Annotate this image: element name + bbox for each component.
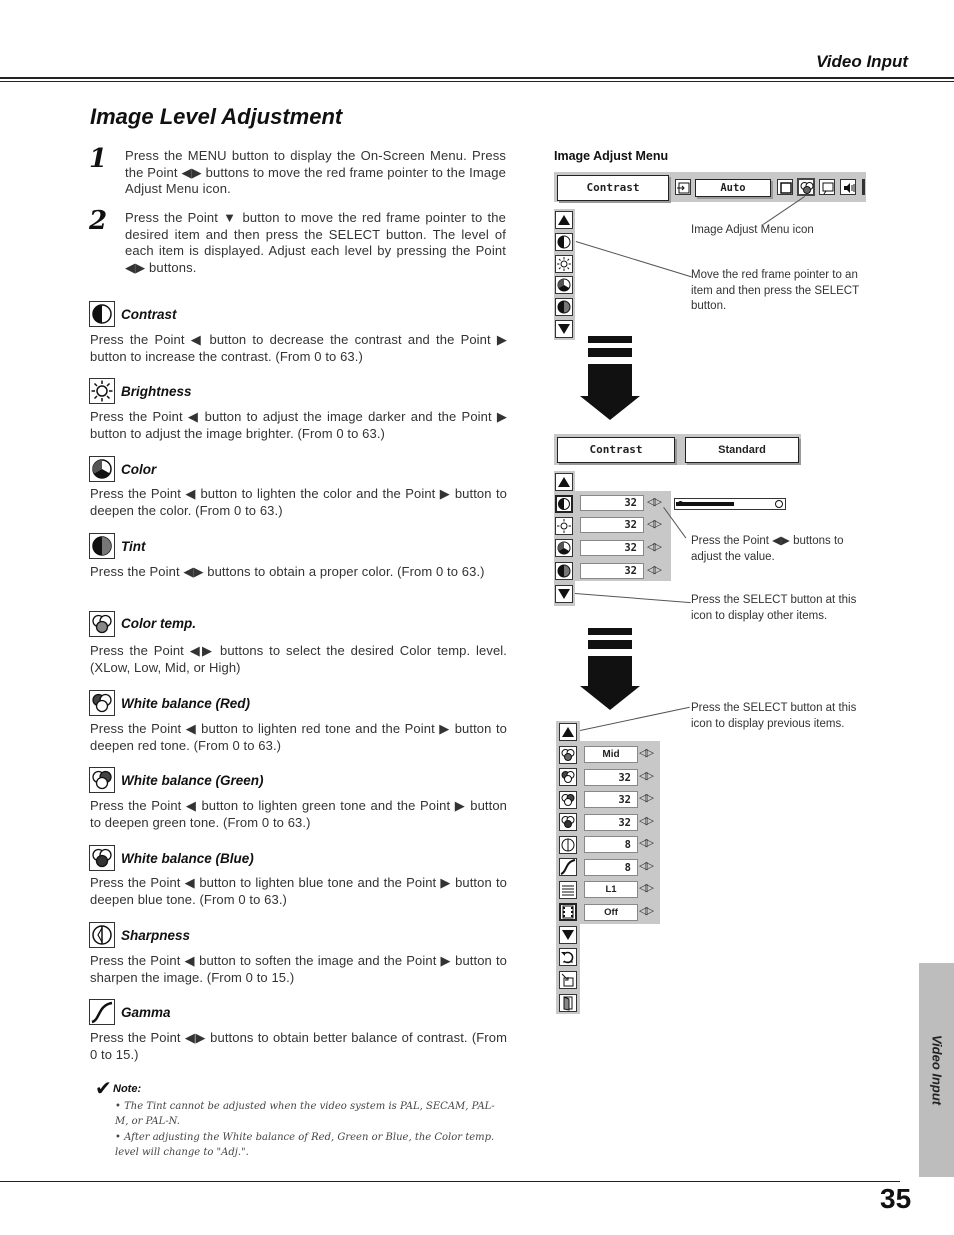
- white-balance-red-icon: [89, 690, 115, 716]
- section-title: Brightness: [121, 384, 192, 399]
- section-body: Press the Point ◀ button to lighten the color and the Point ▶ button to deepen the color. (From 0 to 63.): [90, 486, 507, 518]
- contrast-icon[interactable]: [555, 495, 573, 513]
- slider-left-knob: [678, 501, 683, 506]
- screen-icon[interactable]: [777, 179, 793, 195]
- section-title: Gamma: [121, 1005, 171, 1020]
- value-field[interactable]: 32: [584, 814, 638, 831]
- down-arrow-icon: [579, 336, 641, 426]
- leader-line: [576, 241, 692, 277]
- scroll-down-icon[interactable]: [555, 320, 573, 338]
- header-rule-thin: [0, 81, 954, 82]
- sound-icon[interactable]: [840, 179, 856, 195]
- step-2-number: 2: [89, 206, 108, 236]
- scroll-up-icon[interactable]: [559, 723, 577, 741]
- step-1-number: 1: [89, 144, 108, 174]
- menu-title: Image Adjust Menu: [554, 149, 669, 163]
- left-right-arrows-icon[interactable]: ◁▷: [647, 518, 660, 530]
- section-body: Press the Point ◀▶ buttons to select the desired Color temp. level. (XLow, Low, Mid, or High): [90, 643, 507, 675]
- step-2-text: Press the Point ▼ button to move the red frame pointer to the desired item and then press the SELECT button. The level of each item is displayed. Adjust each level by pressing the Point ◀▶ buttons.: [125, 210, 506, 275]
- value-field[interactable]: 8: [584, 836, 638, 853]
- header-rule: [0, 77, 954, 79]
- contrast-icon: [89, 301, 115, 327]
- note-heading: Note:: [113, 1083, 142, 1095]
- section-body: Press the Point ◀ button to lighten blue tone and the Point ▶ button to deepen blue tone. (From 0 to 63.): [90, 875, 507, 907]
- value-field[interactable]: Off: [584, 904, 638, 921]
- left-right-arrows-icon[interactable]: ◁▷: [647, 541, 660, 553]
- brightness-icon: [89, 378, 115, 404]
- film-icon[interactable]: [559, 903, 577, 921]
- section-title: Color: [121, 462, 157, 477]
- left-right-arrows-icon[interactable]: ◁▷: [639, 747, 652, 759]
- section-body: Press the Point ◀▶ buttons to obtain better balance of contrast. (From 0 to 15.): [90, 1030, 507, 1062]
- note-item-2: • After adjusting the White balance of Red, Green or Blue, the Color temp. level will change to "Adj.".: [115, 1132, 495, 1158]
- scroll-up-icon[interactable]: [555, 473, 573, 491]
- brightness-icon[interactable]: [555, 255, 573, 273]
- leader-line: [575, 593, 691, 603]
- value-field[interactable]: Mid: [584, 746, 638, 763]
- menu-item-box[interactable]: Contrast: [557, 175, 669, 201]
- quit-icon[interactable]: [559, 994, 577, 1012]
- brightness-icon[interactable]: [555, 517, 573, 535]
- color-icon[interactable]: [555, 276, 573, 294]
- section-body: Press the Point ◀ button to lighten green tone and the Point ▶ button to deepen green tone. (From 0 to 63.): [90, 798, 507, 830]
- menu-mode-box[interactable]: Auto: [695, 179, 771, 197]
- value-field[interactable]: 32: [580, 517, 644, 533]
- slider-right-knob: [775, 500, 783, 508]
- left-right-arrows-icon[interactable]: ◁▷: [639, 815, 652, 827]
- tint-icon[interactable]: [555, 562, 573, 580]
- callout-press-select-prev: Press the SELECT button at this icon to display previous items.: [691, 702, 857, 730]
- left-right-arrows-icon[interactable]: ◁▷: [639, 860, 652, 872]
- noise-reduction-icon[interactable]: [559, 881, 577, 899]
- value-field[interactable]: 32: [580, 495, 644, 511]
- value-field[interactable]: 32: [584, 791, 638, 808]
- contrast-icon[interactable]: [555, 233, 573, 251]
- callout-move-pointer: Move the red frame pointer to an item and then press the SELECT button.: [691, 269, 859, 312]
- color-icon[interactable]: [555, 539, 573, 557]
- left-right-arrows-icon[interactable]: ◁▷: [639, 882, 652, 894]
- image-adjust-icon[interactable]: [797, 178, 815, 196]
- color-temp-icon[interactable]: [559, 746, 577, 764]
- section-title: Contrast: [121, 307, 177, 322]
- white-balance-blue-icon[interactable]: [559, 813, 577, 831]
- color-temp-icon: [89, 611, 115, 637]
- page-title: Image Level Adjustment: [90, 104, 343, 129]
- value-field[interactable]: 32: [580, 540, 644, 556]
- callout-press-select-other: Press the SELECT button at this icon to display other items.: [691, 594, 857, 622]
- step-1-text: Press the MENU button to display the On-Screen Menu. Press the Point ◀▶ buttons to move the red frame pointer to the Image Adjust Menu icon.: [125, 148, 506, 196]
- slider-fill: [676, 502, 734, 506]
- section-body: Press the Point ◀ button to decrease the contrast and the Point ▶ button to increase the contrast. (From 0 to 63.): [90, 332, 507, 364]
- note-item-1: • The Tint cannot be adjusted when the video system is PAL, SECAM, PAL-M, or PAL-N.: [115, 1101, 495, 1127]
- section-body: Press the Point ◀ button to soften the image and the Point ▶ button to sharpen the image. (From 0 to 15.): [90, 953, 507, 985]
- footer-rule: [0, 1181, 900, 1182]
- section-body: Press the Point ◀▶ buttons to obtain a proper color. (From 0 to 63.): [90, 564, 485, 579]
- reset-icon[interactable]: [559, 948, 577, 966]
- scroll-up-icon[interactable]: [555, 211, 573, 229]
- tint-icon: [89, 533, 115, 559]
- value-field[interactable]: 8: [584, 859, 638, 876]
- sharpness-icon: [89, 922, 115, 948]
- section-title: Sharpness: [121, 928, 191, 943]
- left-right-arrows-icon[interactable]: ◁▷: [639, 770, 652, 782]
- side-tab-text: Video Input: [929, 1034, 944, 1106]
- header-title: Video Input: [816, 52, 908, 71]
- left-right-arrows-icon[interactable]: ◁▷: [647, 496, 660, 508]
- menu-mode-box[interactable]: Standard: [685, 437, 799, 463]
- callout-image-adjust-icon: Image Adjust Menu icon: [691, 224, 814, 236]
- gamma-icon[interactable]: [559, 858, 577, 876]
- left-right-arrows-icon[interactable]: ◁▷: [639, 905, 652, 917]
- sharpness-icon[interactable]: [559, 836, 577, 854]
- down-arrow-icon: [579, 628, 641, 718]
- white-balance-red-icon[interactable]: [559, 768, 577, 786]
- tint-icon[interactable]: [555, 298, 573, 316]
- store-icon[interactable]: [559, 971, 577, 989]
- checkmark-icon: ✔: [95, 1078, 112, 1100]
- section-title: White balance (Green): [121, 773, 264, 788]
- side-tab-label: [919, 963, 954, 1177]
- section-title: Color temp.: [121, 616, 197, 631]
- page-number: 35: [880, 1183, 912, 1214]
- value-field[interactable]: 32: [580, 563, 644, 579]
- section-body: Press the Point ◀ button to lighten red tone and the Point ▶ button to deepen red tone. (From 0 to 63.): [90, 721, 507, 753]
- section-title: Tint: [121, 539, 146, 554]
- left-right-arrows-icon[interactable]: ◁▷: [647, 564, 660, 576]
- left-right-arrows-icon[interactable]: ◁▷: [639, 792, 652, 804]
- white-balance-green-icon: [89, 767, 115, 793]
- value-field[interactable]: L1: [584, 881, 638, 898]
- menu-item-box[interactable]: Contrast: [557, 437, 675, 463]
- input-icon[interactable]: [675, 179, 691, 195]
- section-title: White balance (Red): [121, 696, 251, 711]
- white-balance-blue-icon: [89, 845, 115, 871]
- scroll-down-icon[interactable]: [555, 585, 573, 603]
- color-icon: [89, 456, 115, 482]
- gamma-icon: [89, 999, 115, 1025]
- menu-bar-edge: [862, 179, 865, 195]
- setting-icon[interactable]: [819, 179, 835, 195]
- level-slider[interactable]: [674, 498, 786, 510]
- value-field[interactable]: 32: [584, 769, 638, 786]
- left-right-arrows-icon[interactable]: ◁▷: [639, 837, 652, 849]
- section-title: White balance (Blue): [121, 851, 254, 866]
- callout-press-point: Press the Point ◀▶ buttons to adjust the value.: [691, 535, 844, 563]
- white-balance-green-icon[interactable]: [559, 791, 577, 809]
- scroll-down-icon[interactable]: [559, 926, 577, 944]
- section-body: Press the Point ◀ button to adjust the image darker and the Point ▶ button to adjust the image brighter. (From 0 to 63.): [90, 409, 507, 441]
